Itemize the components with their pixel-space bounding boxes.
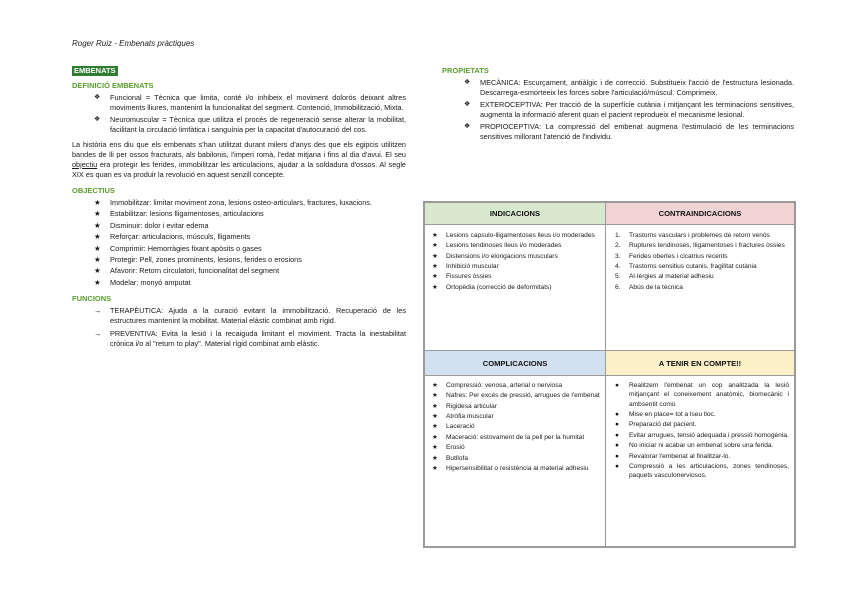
list-item: → PREVENTIVA: Evita la lesió i la recaiguda limitant el moviment. Tracta la inestabilitat crònica i/o al "return to play". Material rígid combinat amb elàstic.	[94, 328, 406, 348]
diamond-bullet-icon: ❖	[464, 101, 471, 109]
list-item: ★ Comprimir: Hemorràgies fixant apòsits o gases	[94, 243, 262, 253]
star-bullet-icon: ★	[432, 413, 438, 421]
list-item: ★ Lesions capsulo-lligamentoses lleus i/o moderades	[432, 232, 595, 239]
star-bullet-icon: ★	[94, 277, 101, 287]
section-heading-propietats: PROPIETATS	[442, 66, 489, 75]
star-bullet-icon: ★	[94, 243, 101, 253]
star-bullet-icon: ★	[432, 454, 438, 462]
contraindicacions-list	[613, 231, 789, 293]
dot-bullet-icon: ●	[615, 442, 619, 450]
list-item: ★ Modelar: monyó amputat	[94, 277, 191, 287]
star-bullet-icon: ★	[432, 433, 438, 441]
section-heading-funcions: FUNCIONS	[72, 293, 112, 303]
star-bullet-icon: ★	[94, 220, 101, 230]
list-item: ★ Erosió	[432, 444, 465, 452]
star-bullet-icon: ★	[94, 255, 101, 265]
right-column	[442, 66, 794, 144]
list-item: 4. Trastorns sensitius cutanis, fragilitat cutània	[615, 263, 757, 271]
list-item: 6. Abús de la tècnica	[615, 283, 683, 291]
section-heading-objectius: OBJECTIUS	[72, 185, 115, 195]
list-item: ★ Protegir: Pell, zones prominents, lesions, ferides o erosions	[94, 255, 302, 265]
list-item: ★ Atròfia muscular	[432, 413, 494, 421]
list-item: ★ Immobilitzar: limitar moviment zona, lesions osteo-articulars, fractures, luxacions.	[94, 197, 372, 207]
star-bullet-icon: ★	[432, 444, 438, 452]
list-item: ★ Butllofa	[432, 454, 468, 462]
list-item: ● Mise en place= tot a lseu lloc.	[615, 411, 716, 419]
star-bullet-icon: ★	[94, 232, 101, 242]
dot-bullet-icon: ●	[615, 462, 619, 470]
objectius-list	[72, 198, 406, 288]
list-item: ★ Disminuir: dolor i evitar edema	[94, 220, 209, 230]
star-bullet-icon: ★	[432, 232, 438, 239]
list-item: ★ Maceració: estovament de la pell per la humitat	[432, 433, 585, 441]
list-item: 3. Ferides obertes i cicatrius recents	[615, 252, 728, 260]
star-bullet-icon: ★	[432, 464, 438, 472]
list-item: ★ Inhibició muscular	[432, 263, 499, 271]
tenir-en-compte-header: A TENIR EN COMPTE!!	[605, 350, 795, 376]
dot-bullet-icon: ●	[615, 431, 619, 439]
list-item: ★ Reforçar: articulacions, músculs, lligaments	[94, 232, 251, 242]
star-bullet-icon: ★	[94, 266, 101, 276]
diamond-bullet-icon: ❖	[94, 94, 101, 102]
star-bullet-icon: ★	[432, 283, 438, 291]
list-item: ★ Nafres: Per excés de pressió, arrugues de l'embenat	[432, 392, 600, 400]
dot-bullet-icon: ●	[615, 452, 619, 460]
star-bullet-icon: ★	[432, 263, 438, 271]
star-bullet-icon: ★	[432, 392, 438, 400]
list-item: → TERAPÈUTICA: Ajuda a la curació evitant la immobilització. Recuperació de les estructures mantenint la mobilitat. Material elàstic combinat amb rígid.	[94, 306, 406, 325]
left-column	[72, 66, 406, 352]
star-bullet-icon: ★	[432, 273, 438, 281]
dot-bullet-icon: ●	[615, 382, 619, 389]
list-item: 1. Trastorns vasculars i problemes de retorn venós	[615, 232, 770, 239]
list-item: ❖ EXTEROCEPTIVA: Per tracció de la superfície cutània i mitjançant les terminacions sensitives, augmenta la informació aferent quan el pacient reprodueix el mecanisme lesional.	[464, 100, 794, 119]
indicacions-header: INDICACIONS	[424, 202, 606, 225]
complicacions-list	[430, 381, 602, 474]
list-item: ❖ Funcional = Tècnica que limita, conté i/o inhibeix el moviment dolorós deixant altres moviments lliures, mantenint la funcionalitat del segment. Contenció, Immobilització, Mixta.	[94, 93, 406, 113]
list-item: ● Compressió a les articulacions, zones tendinoses, paquets vasculonerviosos.	[615, 462, 789, 480]
dot-bullet-icon: ●	[615, 411, 619, 419]
list-item: ★ Distensions i/o elongacions musculars	[432, 252, 558, 260]
list-item: ★ Ortopèdia (correcció de deformitats)	[432, 283, 552, 291]
diamond-bullet-icon: ❖	[464, 122, 471, 130]
star-bullet-icon: ★	[94, 197, 101, 207]
star-bullet-icon: ★	[432, 382, 438, 389]
tenir-en-compte-list	[613, 381, 789, 482]
definicio-list	[72, 93, 406, 135]
star-bullet-icon: ★	[432, 242, 438, 250]
list-item: ❖ Neuromuscular = Tècnica que utilitza el procés de regeneració sense alterar la mobilitat, facilitant la circulació limfàtica i sanguínia per la capacitat d'autocuració del cos.	[94, 115, 406, 135]
funcions-list	[72, 306, 406, 349]
complicacions-header: COMPLICACIONS	[424, 350, 606, 376]
list-item: ★ Lesions tendinoses lleus i/o moderades	[432, 242, 562, 250]
star-bullet-icon: ★	[432, 402, 438, 410]
historia-paragraph: La història ens diu que els embenats s'han utilitzat durant milers d'anys des que els egipcis utilitzen bandes de lli per ossos fracturats, als babilonis, l'imperi romà, l'edat mitjana i fins al dia d'avui. El seu objectiu era protegir les ferides, immobilitzar les articulacions, ajudar a la soldadura d'ossos. Al segle XIX es quan es va produir la revolució en aquest senzill concepte.	[72, 140, 406, 179]
main-title: EMBENATS	[74, 66, 116, 75]
list-item: ★ Hipersensibilitat o resistència al material adhesiu	[432, 464, 589, 472]
diamond-bullet-icon: ❖	[94, 116, 101, 124]
list-item: ★ Rigidesa articular	[432, 402, 497, 410]
diamond-bullet-icon: ❖	[464, 79, 471, 87]
indicacions-list	[430, 231, 602, 293]
star-bullet-icon: ★	[94, 209, 101, 219]
document-header: Roger Ruiz - Embenats pràctiques	[72, 39, 195, 48]
list-item: 5. Al·lèrgies al material adhesiu	[615, 273, 714, 281]
list-item: ● Preparació del pacient.	[615, 421, 697, 429]
list-item: ★ Laceració	[432, 423, 475, 431]
list-item: ● Evitar arrugues, tensió adequada i pressió homogènia.	[615, 431, 789, 439]
star-bullet-icon: ★	[432, 252, 438, 260]
contraindicacions-header: CONTRAINDICACIONS	[605, 202, 795, 225]
list-item: ❖ PROPIOCEPTIVA: La compressió del embenat augmena l'estimulació de les terminacions sensitives millorant l'atenció de l'individu.	[464, 121, 794, 141]
list-item: 2. Ruptures tendinoses, lligamentoses i fractures òssies	[615, 242, 785, 250]
list-item: ❖ MECÀNICA: Escurçament, antiàlgic i de correcció. Substitueix l'acció de l'estructura lesionada. Descarrega-esmorteeix les forces sobre l'articulació/múscul. Comprimeix.	[464, 78, 794, 98]
dot-bullet-icon: ●	[615, 421, 619, 429]
summary-table	[423, 201, 796, 548]
section-heading-definicio: DEFINICIÓ EMBENATS	[72, 81, 154, 91]
list-item: ● Realitzem l'embenat un cop analitzada la lesió mitjançant el coneixement anatòmic, biomecànic i ambsentit comú	[615, 382, 789, 408]
list-item: ● Revalorar l'embenat al finalitzar-lo.	[615, 452, 731, 460]
list-item: ★ Fissures òssies	[432, 273, 492, 281]
star-bullet-icon: ★	[432, 423, 438, 431]
list-item: ★ Compressió: venosa, arterial o nerviosa	[432, 382, 563, 389]
arrow-bullet-icon: →	[94, 328, 102, 338]
list-item: ★ Afavorir: Retorn circulatori, funcionalitat del segment	[94, 266, 280, 276]
list-item: ★ Estabilitzar: lesions lligamentoses, articulacions	[94, 209, 264, 219]
list-item: ● No iniciar ni acabar un embenat sobre una ferida.	[615, 442, 774, 450]
propietats-list	[442, 78, 794, 142]
arrow-bullet-icon: →	[94, 306, 102, 315]
